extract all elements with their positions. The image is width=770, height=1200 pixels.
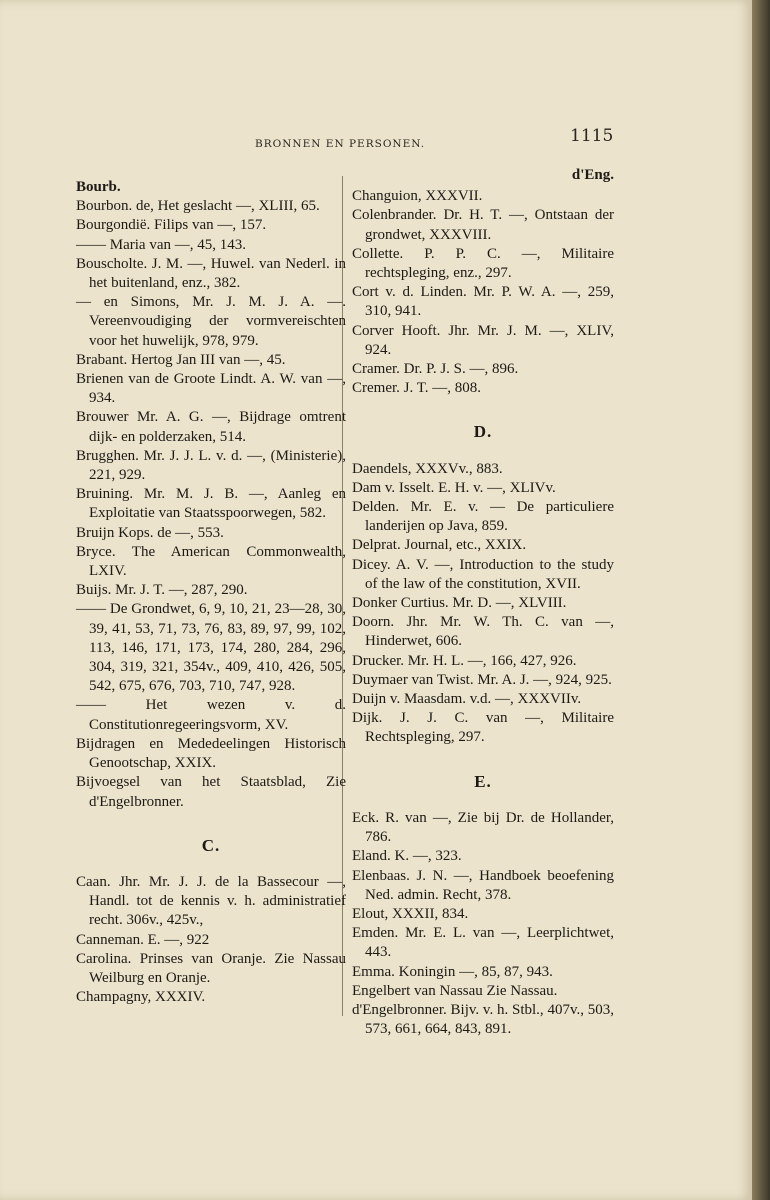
left-column: [76, 178, 346, 1007]
index-entry: Canneman. E. —, 922: [76, 931, 210, 948]
entry-list-e: [352, 809, 614, 1039]
index-entry: Brugghen. Mr. J. J. L. v. d. —, (Ministerie), 221, 929.: [76, 447, 346, 484]
index-entry: Corver Hooft. Jhr. Mr. J. M. —, XLIV, 924.: [352, 322, 614, 358]
index-entry: Changuion, XXXVII.: [352, 188, 483, 205]
index-entry: Bourgondië. Filips van —, 157.: [76, 217, 267, 234]
index-entry: Donker Curtius. Mr. D. —, XLVIII.: [352, 595, 567, 612]
right-column: [352, 166, 614, 1039]
index-entry: Caan. Jhr. Mr. J. J. de la Bassecour —, Handl. tot de kennis v. h. administratief recht. 306v., 425v.,: [76, 873, 346, 929]
index-entry: Dijk. J. J. C. van —, Militaire Rechtspleging, 297.: [352, 710, 614, 746]
index-entry: Bruijn Kops. de —, 553.: [76, 524, 224, 541]
index-entry: Bourbon. de, Het geslacht —, XLIII, 65.: [76, 198, 320, 215]
index-entry: Collette. P. P. C. —, Militaire rechtspleging, enz., 297.: [352, 245, 614, 282]
index-entry: Brabant. Hertog Jan III van —, 45.: [76, 351, 286, 368]
index-entry: Daendels, XXXVv., 883.: [352, 460, 503, 477]
index-entry: Bijdragen en Mededeelingen Historisch Genootschap, XXIX.: [76, 735, 346, 772]
index-entry: d'Engelbronner. Bijv. v. h. Stbl., 407v., 503, 573, 661, 664, 843, 891.: [352, 1001, 614, 1038]
index-entry: Eland. K. —, 323.: [352, 848, 462, 865]
left-column-head: Bourb.: [76, 179, 121, 195]
index-entry: Doorn. Jhr. Mr. W. Th. C. van —, Hinderwet, 606.: [352, 614, 614, 650]
right-column-head: d'Eng.: [571, 167, 614, 183]
index-entry: Emma. Koningin —, 85, 87, 943.: [352, 963, 553, 980]
section-heading-e: E.: [474, 771, 492, 791]
index-entry: Dicey. A. V. —, Introduction to the study of the law of the constitution, XVII.: [352, 556, 614, 592]
index-entry: Dam v. Isselt. E. H. v. —, XLIVv.: [352, 479, 556, 496]
index-entry: —— Maria van —, 45, 143.: [76, 236, 246, 253]
index-entry: Brienen van de Groote Lindt. A. W. van —, 934.: [76, 371, 346, 407]
index-entry: Cort v. d. Linden. Mr. P. W. A. —, 259, 310, 941.: [352, 284, 614, 320]
index-entry: Bruining. Mr. M. J. B. —, Aanleg en Exploitatie van Staatsspoorwegen, 582.: [76, 486, 346, 522]
index-entry: Delden. Mr. E. v. — De particuliere landerijen op Java, 859.: [352, 499, 614, 535]
section-heading-c: C.: [201, 835, 221, 855]
index-entry: Carolina. Prinses van Oranje. Zie Nassau Weilburg en Oranje.: [76, 950, 346, 986]
entry-list-b: [76, 197, 346, 812]
section-heading-d: D.: [473, 422, 493, 442]
index-entry: Champagny, XXXIV.: [76, 989, 206, 1006]
index-entry: Duymaer van Twist. Mr. A. J. —, 924, 925.: [352, 671, 612, 688]
page-number: 1115: [570, 126, 614, 146]
index-entry: Cramer. Dr. P. J. S. —, 896.: [352, 361, 519, 378]
entry-list-c: [76, 873, 346, 1007]
index-entry: Bryce. The American Commonwealth, LXIV.: [76, 543, 346, 580]
index-entry: Engelbert van Nassau Zie Nassau.: [352, 982, 558, 999]
index-entry: Bijvoegsel van het Staatsblad, Zie d'Engelbronner.: [76, 774, 346, 810]
index-entry: — en Simons, Mr. J. M. J. A. —. Vereenvoudiging der vormvereischten voor het huwelijk, 978, 979.: [76, 294, 346, 349]
index-entry: Emden. Mr. E. L. van —, Leerplichtwet, 443.: [352, 925, 614, 961]
index-entry: Drucker. Mr. H. L. —, 166, 427, 926.: [352, 652, 577, 669]
entry-list-c-cont: [352, 187, 614, 398]
index-entry: Eck. R. van —, Zie bij Dr. de Hollander, 786.: [352, 809, 614, 846]
index-entry: Duijn v. Maasdam. v.d. —, XXXVIIv.: [352, 691, 582, 708]
index-entry: Elout, XXXII, 834.: [352, 905, 469, 922]
running-title: BRONNEN EN PERSONEN.: [255, 138, 426, 150]
entry-list-d: [352, 460, 614, 748]
index-entry: Elenbaas. J. N. —, Handboek beoefening Ned. admin. Recht, 378.: [352, 867, 614, 903]
index-entry: Colenbrander. Dr. H. T. —, Ontstaan der grondwet, XXXVIII.: [352, 207, 614, 243]
index-entry: Delprat. Journal, etc., XXIX.: [352, 537, 527, 554]
index-entry: Cremer. J. T. —, 808.: [352, 380, 482, 397]
index-entry: Bouscholte. J. M. —, Huwel. van Nederl. in het buitenland, enz., 382.: [76, 255, 346, 292]
index-entry: —— Het wezen v. d. Constitutionregeeringsvorm, XV.: [76, 697, 346, 733]
index-entry: Buijs. Mr. J. T. —, 287, 290.: [76, 582, 248, 599]
index-entry: Brouwer Mr. A. G. —, Bijdrage omtrent dijk- en polderzaken, 514.: [76, 409, 346, 445]
page-edge: [752, 0, 770, 1200]
index-entry: —— De Grondwet, 6, 9, 10, 21, 23—28, 30, 39, 41, 53, 71, 73, 76, 83, 89, 97, 99, 102, 113, 146, 171, 173, 174, 280, 284, 296, 304, 319, 321, 354v., 409, 410, 426, 505, 542, 675, 676, 703, 710, 747, 928.: [76, 601, 346, 695]
